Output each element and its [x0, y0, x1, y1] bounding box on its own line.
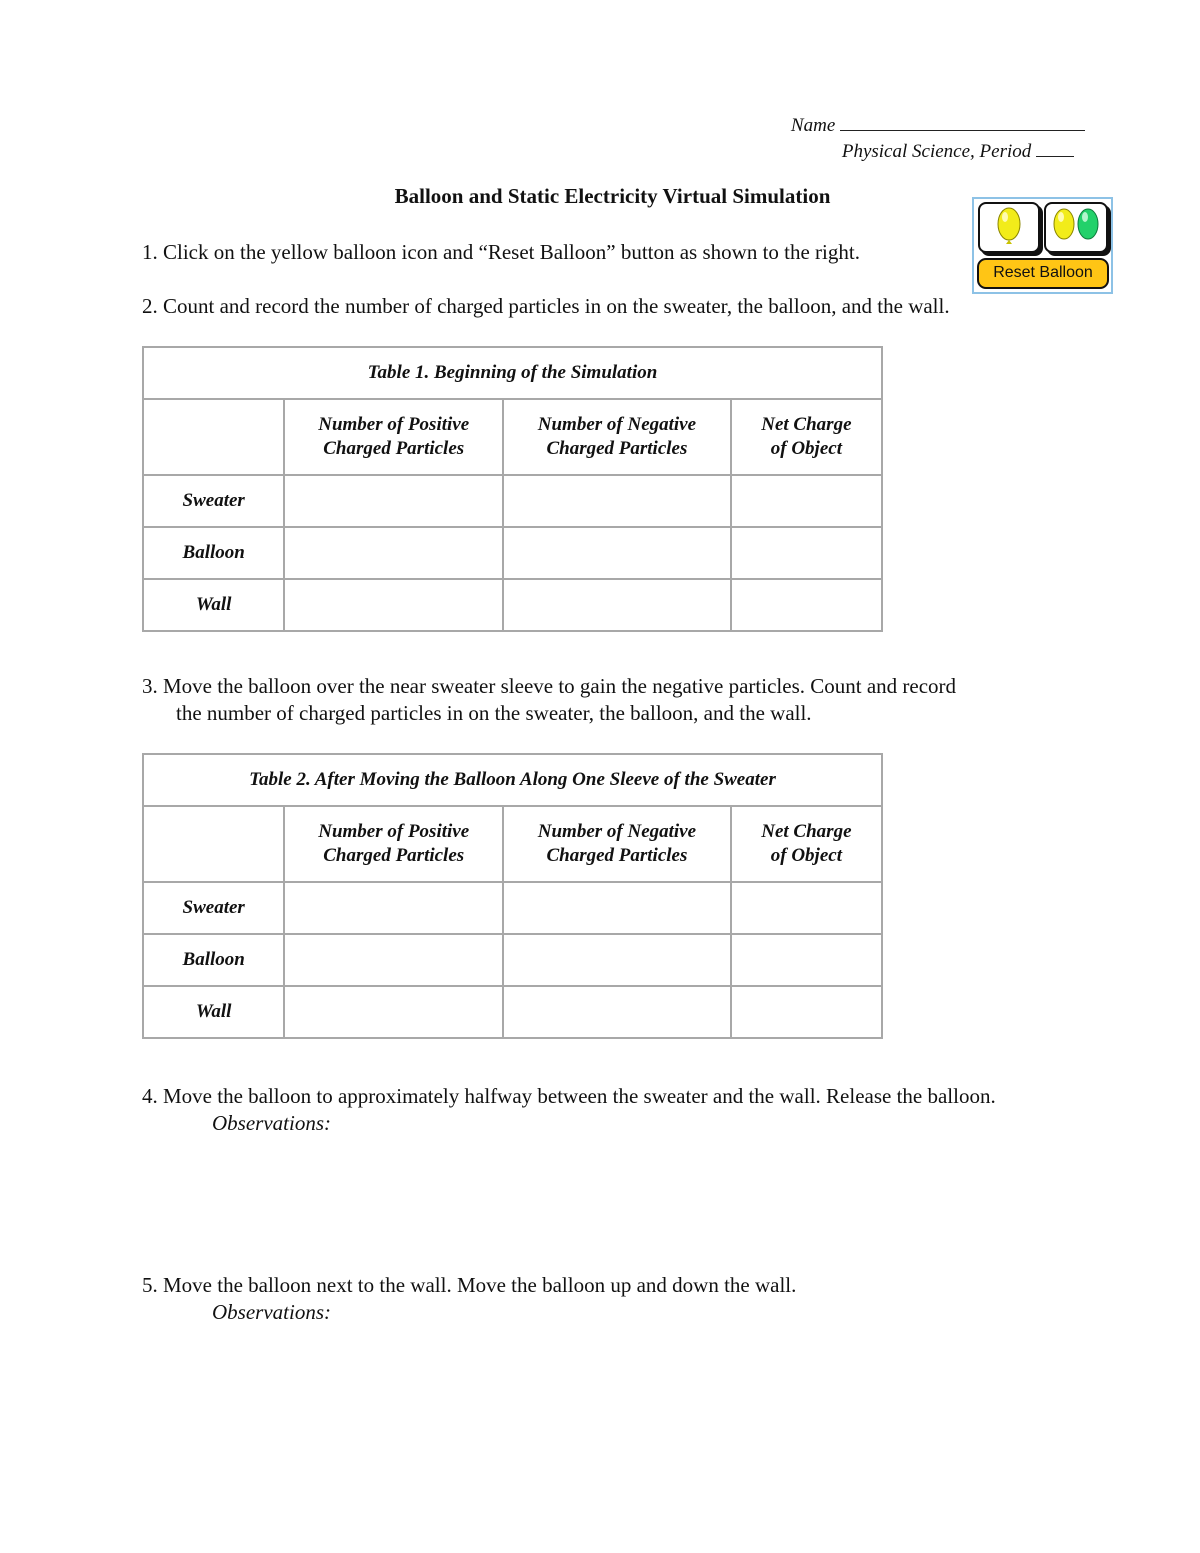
- table-2: [142, 753, 883, 1039]
- answer-cell[interactable]: [503, 579, 731, 631]
- table-2-caption: Table 2. After Moving the Balloon Along One Sleeve of the Sweater: [143, 754, 882, 806]
- observations-label-4: Observations:: [212, 1111, 331, 1135]
- step-3: [142, 673, 1082, 727]
- answer-cell[interactable]: [284, 934, 503, 986]
- period-blank[interactable]: [1036, 140, 1074, 157]
- step-4-text: 4. Move the balloon to approximately halfway between the sweater and the wall. Release the balloon.: [142, 1084, 996, 1108]
- answer-cell[interactable]: [731, 934, 882, 986]
- answer-cell[interactable]: [731, 527, 882, 579]
- answer-cell[interactable]: [731, 882, 882, 934]
- name-field[interactable]: [791, 114, 1085, 137]
- step-4: [142, 1083, 1152, 1137]
- row-label-sweater: Sweater: [143, 882, 284, 934]
- step-1: 1. Click on the yellow balloon icon and “Reset Balloon” button as shown to the right.: [142, 240, 860, 264]
- table-2-header-negative: Number of Negative Charged Particles: [503, 806, 731, 882]
- answer-cell[interactable]: [731, 579, 882, 631]
- step-5: [142, 1272, 1152, 1326]
- page-title: Balloon and Static Electricity Virtual Simulation: [394, 184, 831, 208]
- row-label-wall: Wall: [143, 579, 284, 631]
- table-2-header-positive: Number of Positive Charged Particles: [284, 806, 503, 882]
- answer-cell[interactable]: [731, 475, 882, 527]
- answer-cell[interactable]: [284, 475, 503, 527]
- row-label-balloon: Balloon: [143, 934, 284, 986]
- answer-cell[interactable]: [503, 882, 731, 934]
- table-row: [143, 934, 882, 986]
- answer-cell[interactable]: [284, 882, 503, 934]
- period-field[interactable]: [842, 140, 1074, 163]
- name-blank[interactable]: [840, 114, 1085, 131]
- table-1-caption: Table 1. Beginning of the Simulation: [143, 347, 882, 399]
- two-balloons-icon: [1046, 204, 1106, 251]
- table-1-header-negative: Number of Negative Charged Particles: [503, 399, 731, 475]
- row-label-wall: Wall: [143, 986, 284, 1038]
- answer-cell[interactable]: [503, 475, 731, 527]
- reset-balloon-widget: [972, 197, 1113, 294]
- table-row: [143, 527, 882, 579]
- row-label-balloon: Balloon: [143, 527, 284, 579]
- table-row: [143, 882, 882, 934]
- answer-cell[interactable]: [503, 986, 731, 1038]
- step-3-line-1: 3. Move the balloon over the near sweater sleeve to gain the negative particles. Count and record: [142, 674, 957, 698]
- period-label: Physical Science, Period: [841, 141, 1032, 162]
- two-balloons-button[interactable]: [1044, 202, 1108, 253]
- answer-cell[interactable]: [731, 986, 882, 1038]
- table-row: [143, 579, 882, 631]
- name-label: Name: [790, 115, 836, 136]
- table-row: [143, 986, 882, 1038]
- table-2-header-net: Net Charge of Object: [731, 806, 882, 882]
- table-1: [142, 346, 883, 632]
- step-5-text: 5. Move the balloon next to the wall. Move the balloon up and down the wall.: [142, 1273, 797, 1297]
- answer-cell[interactable]: [503, 527, 731, 579]
- answer-cell[interactable]: [284, 579, 503, 631]
- reset-balloon-button[interactable]: Reset Balloon: [977, 258, 1109, 289]
- observations-label-5: Observations:: [212, 1300, 331, 1324]
- step-3-line-2: the number of charged particles in on the sweater, the balloon, and the wall.: [176, 701, 812, 725]
- answer-cell[interactable]: [503, 934, 731, 986]
- row-label-sweater: Sweater: [143, 475, 284, 527]
- table-1-corner-cell: [143, 399, 284, 475]
- answer-cell[interactable]: [284, 527, 503, 579]
- step-2: 2. Count and record the number of charged particles in on the sweater, the balloon, and the wall.: [142, 294, 950, 318]
- table-2-corner-cell: [143, 806, 284, 882]
- table-1-header-net: Net Charge of Object: [731, 399, 882, 475]
- table-row: [143, 475, 882, 527]
- table-1-header-positive: Number of Positive Charged Particles: [284, 399, 503, 475]
- single-balloon-button[interactable]: [978, 202, 1040, 253]
- answer-cell[interactable]: [284, 986, 503, 1038]
- yellow-balloon-icon: [980, 204, 1038, 251]
